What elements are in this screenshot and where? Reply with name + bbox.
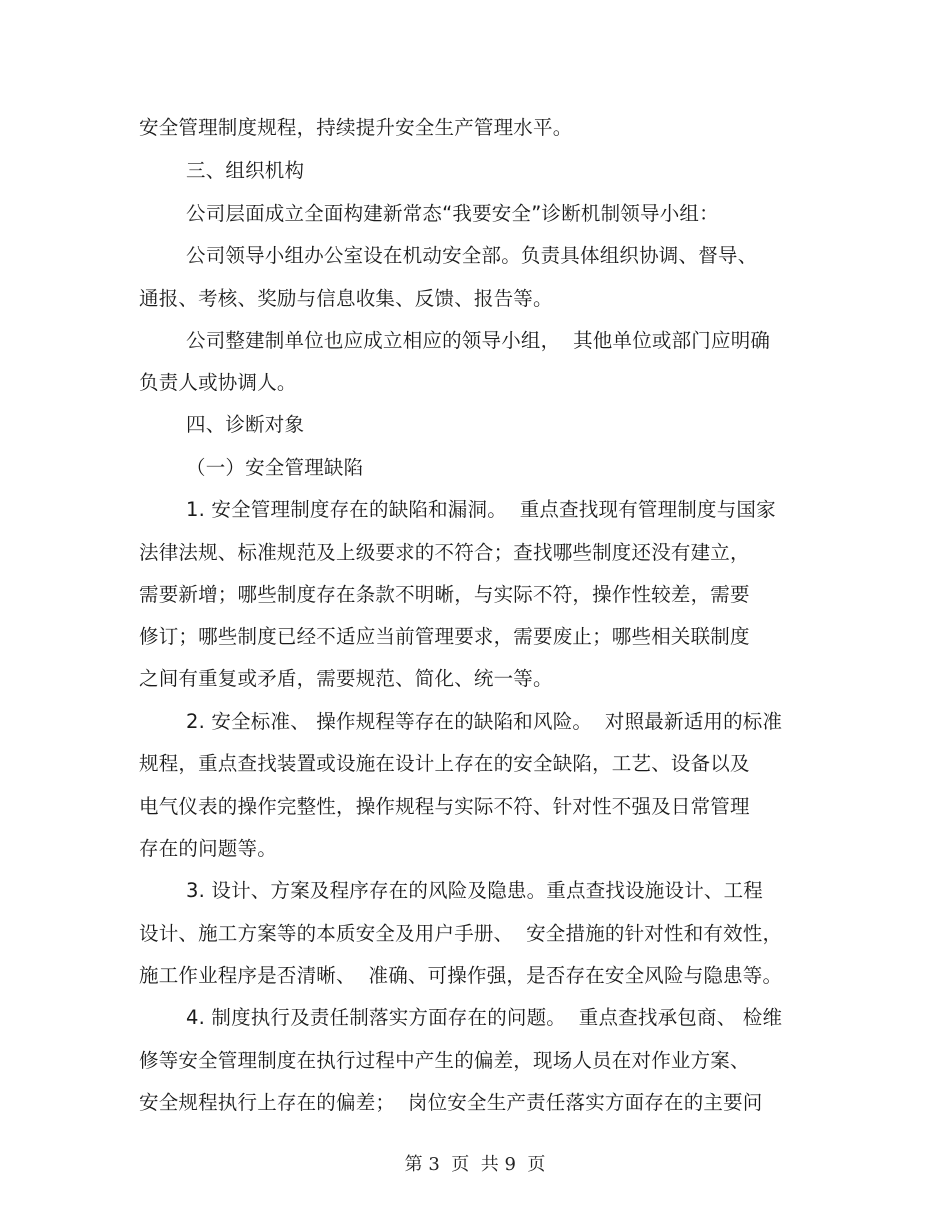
text-line: 1. 安全管理制度存在的缺陷和漏洞。 重点查找现有管理制度与国家	[186, 498, 776, 521]
text-line: 公司层面成立全面构建新常态“我要安全”诊断机制领导小组：	[186, 202, 719, 225]
section-heading: 三、组织机构	[186, 159, 305, 182]
text-line: 之间有重复或矛盾，需要规范、简化、统一等。	[139, 667, 553, 690]
text-line: 安全规程执行上存在的偏差； 岗位安全生产责任落实方面存在的主要问	[139, 1091, 763, 1114]
text-line: 规程，重点查找装置或设施在设计上存在的安全缺陷，工艺、设备以及	[139, 752, 750, 775]
text-line: 法律法规、标准规范及上级要求的不符合；查找哪些制度还没有建立，	[139, 541, 750, 564]
text-line: 3. 设计、方案及程序存在的风险及隐患。重点查找设施设计、工程	[186, 879, 764, 902]
text-line: 电气仪表的操作完整性，操作规程与实际不符、针对性不强及日常管理	[139, 795, 750, 818]
text-line: 安全管理制度规程，持续提升安全生产管理水平。	[139, 116, 573, 139]
page-footer: 第 3 页 共 9 页	[404, 1154, 546, 1175]
text-line: 公司领导小组办公室设在机动安全部。负责具体组织协调、督导、	[186, 244, 758, 267]
text-line: 设计、施工方案等的本质安全及用户手册、 安全措施的针对性和有效性，	[139, 922, 783, 945]
text-line: 负责人或协调人。	[139, 371, 297, 394]
text-line: 施工作业程序是否清晰、 准确、可操作强，是否存在安全风险与隐患等。	[139, 964, 783, 987]
subsection-heading: （一）安全管理缺陷	[186, 456, 364, 479]
text-line: 公司整建制单位也应成立相应的领导小组， 其他单位或部门应明确	[186, 329, 771, 352]
text-line: 存在的问题等。	[139, 837, 277, 860]
text-line: 2. 安全标准、 操作规程等存在的缺陷和风险。 对照最新适用的标准	[186, 710, 783, 733]
text-line: 通报、考核、奖励与信息收集、反馈、报告等。	[139, 287, 553, 310]
text-line: 4. 制度执行及责任制落实方面存在的问题。 重点查找承包商、 检维	[186, 1006, 783, 1029]
section-heading: 四、诊断对象	[186, 413, 305, 436]
text-line: 需要新增；哪些制度存在条款不明晰，与实际不符，操作性较差，需要	[139, 583, 750, 606]
text-line: 修等安全管理制度在执行过程中产生的偏差，现场人员在对作业方案、	[139, 1049, 750, 1072]
text-line: 修订；哪些制度已经不适应当前管理要求，需要废止；哪些相关联制度	[139, 625, 750, 648]
